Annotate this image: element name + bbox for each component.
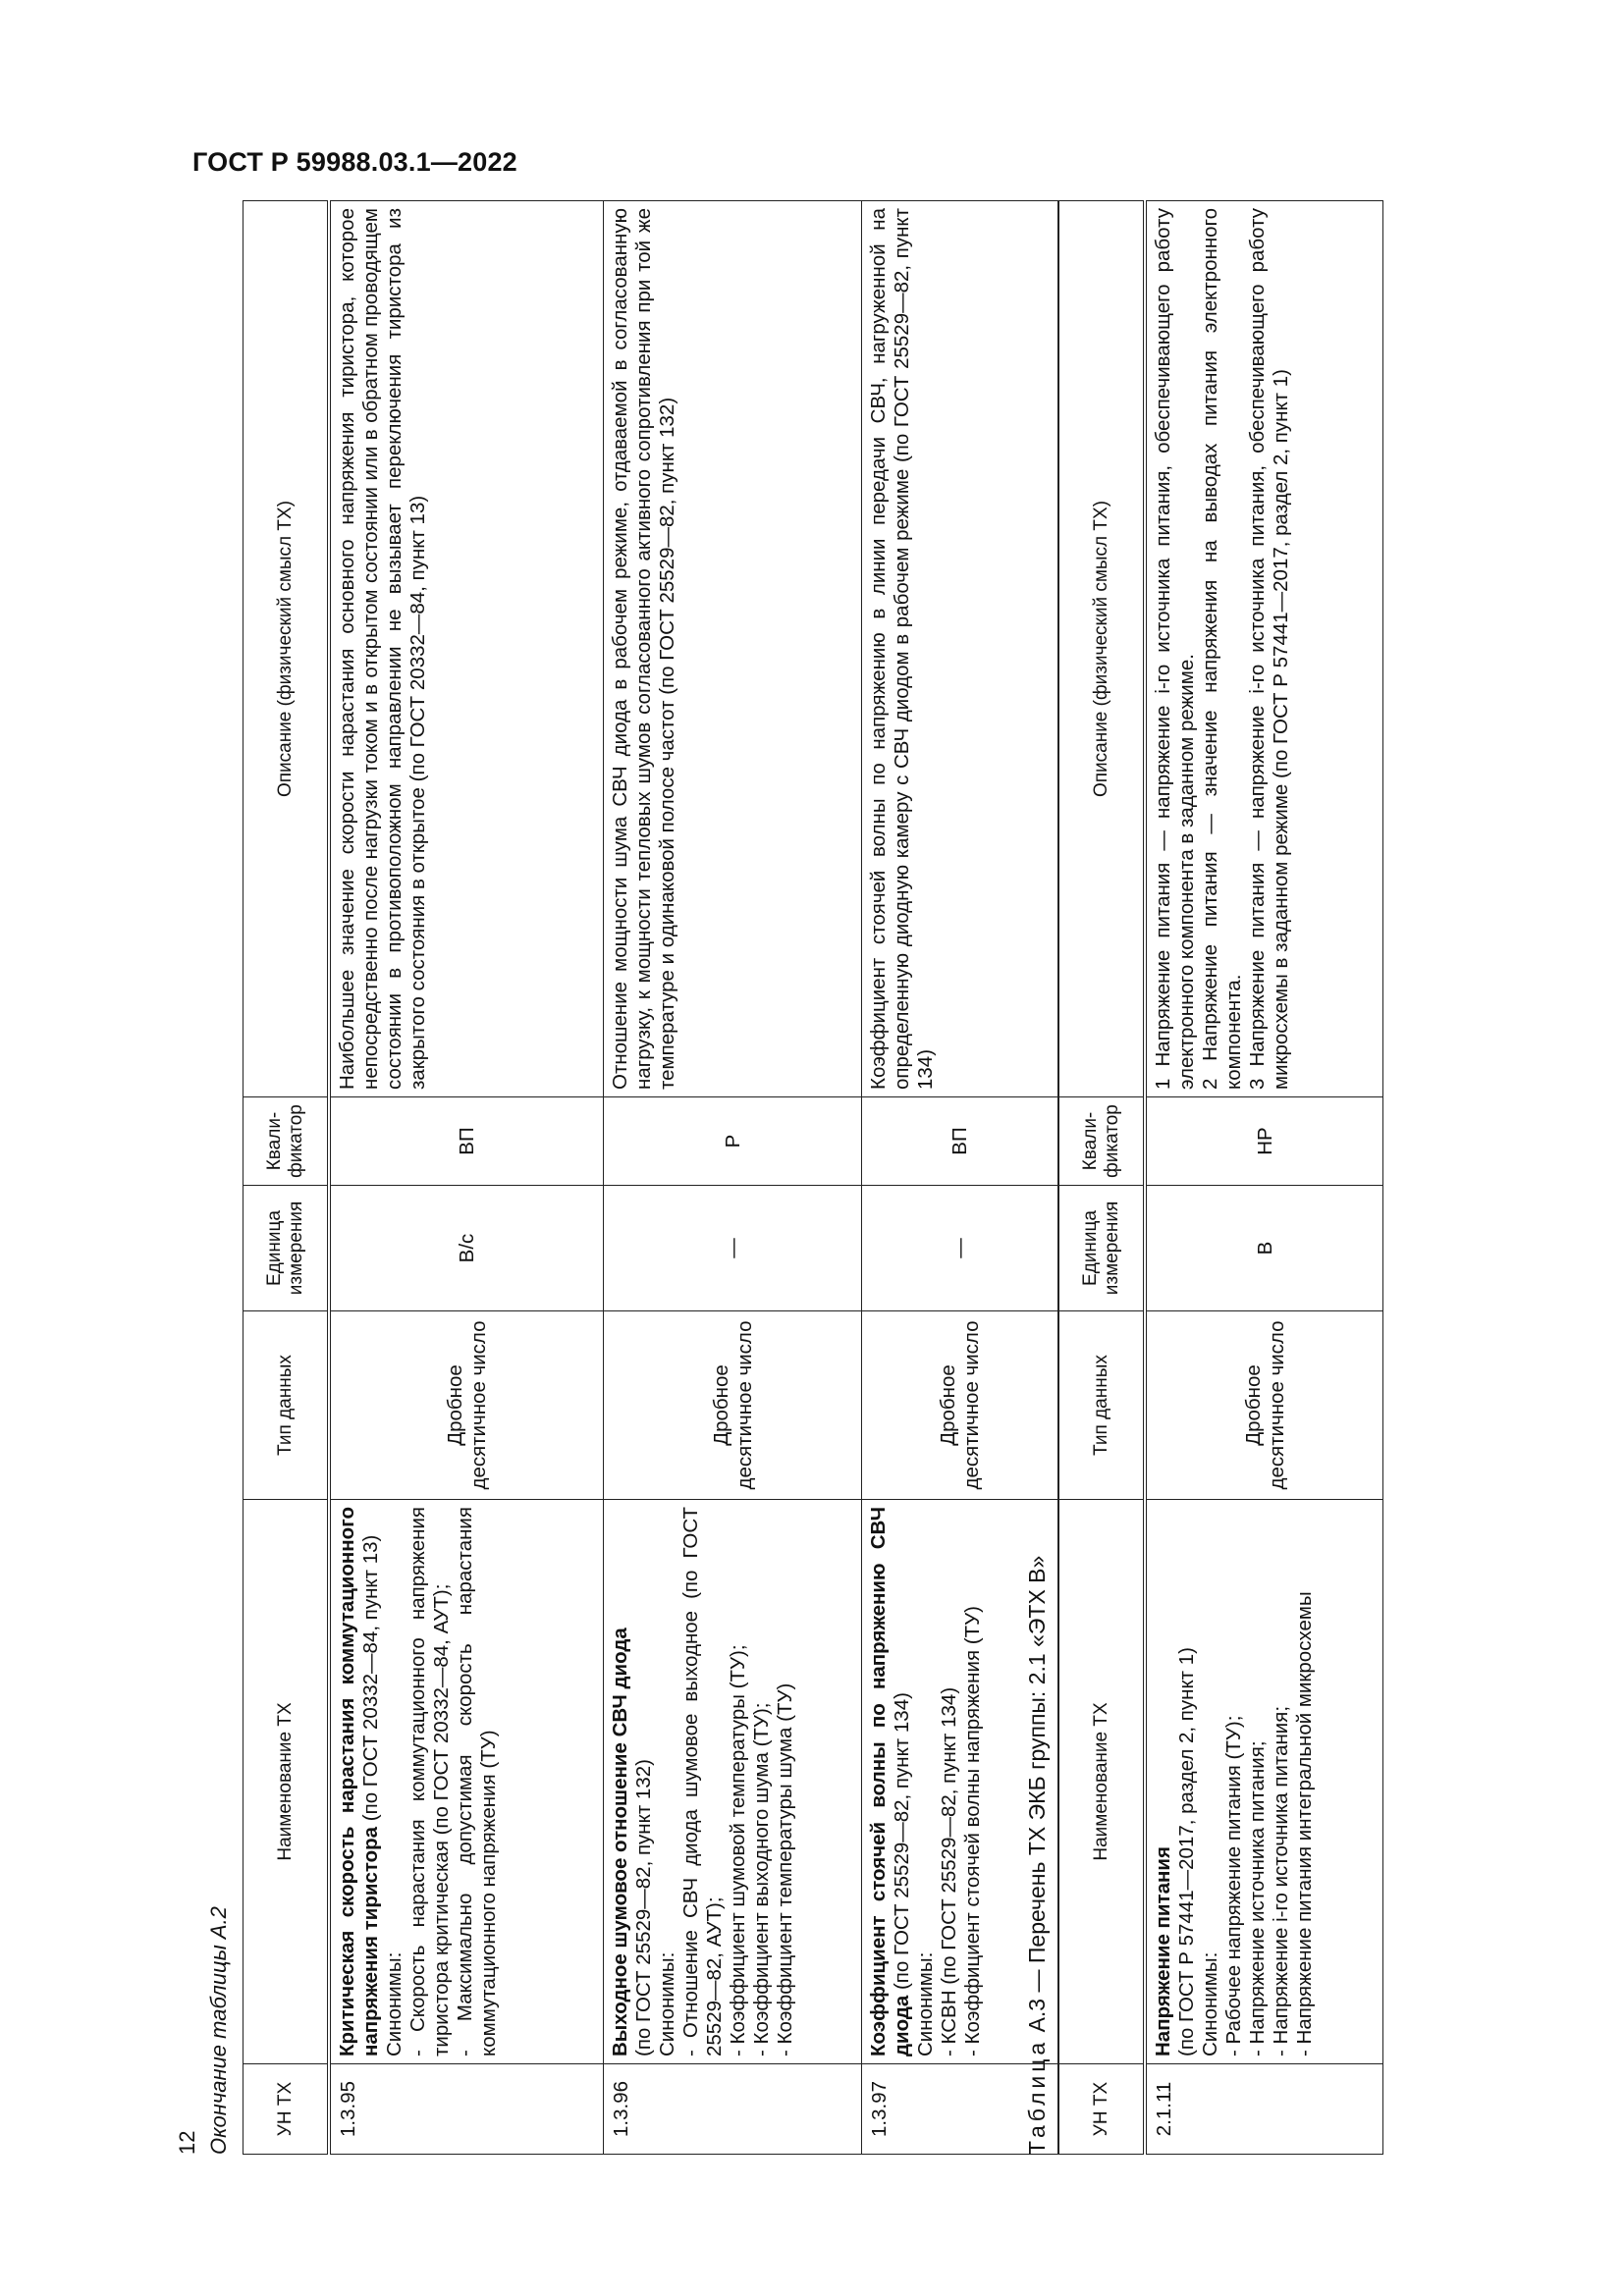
synonyms-label: Синонимы: [655,1951,678,2056]
synonyms-label: Синонимы: [1198,1951,1221,2056]
cell-description: Коэффициент стоячей волны по напряжению в линии передачи СВЧ, нагруженной на определенную диодную камеру с СВЧ диодом в рабочем режиме (по ГОСТ 25529—82, пункт 134) [862,201,1058,1097]
header-un: УН ТХ [1059,2064,1146,2155]
cell-un: 1.3.97 [862,2064,1058,2155]
table-row [1145,201,1383,2155]
header-name: Наименование ТХ [1059,1500,1146,2064]
table-a2 [243,200,1058,2155]
table-row [604,201,862,2155]
tx-name-title: Напряжение питания [1152,1846,1174,2056]
table-a2-header-row [244,201,330,2155]
tx-name-ref: (по ГОСТ 25529—82, пункт 132) [631,1759,655,2056]
table-a3 [1058,200,1383,2155]
header-qualifier: Квали-фикатор [244,1097,330,1186]
description-item: 2 Напряжение питания — значение напряжения на выводах питания электронного компонента. [1198,208,1245,1090]
header-type: Тип данных [1059,1311,1146,1500]
rotated-page-content [172,201,1316,2155]
header-description: Описание (физический смысл ТХ) [1059,201,1146,1097]
synonym-item: - Максимально допустимая скорость нарастания коммутационного напряжения (ТУ) [453,1507,500,2056]
cell-name [329,1500,604,2064]
header-unit: Единица измерения [244,1186,330,1311]
cell-qualifier: НР [1145,1097,1383,1186]
header-name: Наименование ТХ [244,1500,330,2064]
table-a3-caption-text: А.3 — Перечень ТХ ЭКБ группы: 2.1 «ЭТХ В» [1024,1555,1050,2039]
tx-name-ref: (по ГОСТ Р 57441—2017, раздел 2, пункт 1) [1174,1647,1198,2056]
synonym-item: - Коэффициент выходного шума (ТУ); [749,1702,773,2056]
table-a3-caption [1024,1556,1051,2155]
cell-un: 1.3.96 [604,2064,862,2155]
synonym-item: - Скорость нарастания коммутационного напряжения тиристора критическая (по ГОСТ 20332—84, АУТ); [406,1507,453,2056]
synonym-item: - Напряжение i-го источника питания; [1269,1705,1292,2056]
cell-type: Дробное десятичное число [862,1311,1058,1500]
cell-unit: — [604,1186,862,1311]
tx-name-title: Критическая скорость нарастания коммутационного напряжения тиристора [336,1507,382,2056]
tx-name-ref: (по ГОСТ 20332—84, пункт 13) [358,1534,382,1827]
tx-name-ref: (по ГОСТ 25529—82, пункт 134) [890,1692,913,1996]
cell-description: Наибольшее значение скорости нарастания основного напряжения тиристора, которое непосредственно после нагрузки током и в открытом состоянии или в обратном проводящем состоянии в противоположном направлении не вызывает переключения тиристора из закрытого состояния в открытое (по ГОСТ 20332—84, пункт 13) [329,201,604,1097]
synonym-item: - Коэффициент температуры шума (ТУ) [773,1682,796,2056]
synonym-item: - Рабочее напряжение питания (ТУ); [1221,1715,1245,2056]
cell-description: Отношение мощности шума СВЧ диода в рабочем режиме, отдаваемой в согласованную нагрузку, к мощности тепловых шумов согласованного активного сопротивления при той же температуре и одинаковой полосе частот (по ГОСТ 25529—82, пункт 132) [604,201,862,1097]
table-a3-caption-prefix: Таблица [1024,2038,1050,2155]
cell-description [1145,201,1383,1097]
synonyms-label: Синонимы: [382,1951,406,2056]
page-number: 12 [175,2130,199,2155]
cell-qualifier: ВП [329,1097,604,1186]
header-un: УН ТХ [244,2064,330,2155]
synonym-item: - Коэффициент шумовой температуры (ТУ); [726,1644,749,2056]
header-qualifier: Квали-фикатор [1059,1097,1146,1186]
cell-type: Дробное десятичное число [604,1311,862,1500]
synonyms-label: Синонимы: [913,1951,937,2056]
cell-unit: В [1145,1186,1383,1311]
synonym-item: - Напряжение питания интегральной микросхемы [1292,1591,1316,2056]
tx-name-title: Выходное шумовое отношение СВЧ диода [609,1628,631,2056]
description-item: 1 Напряжение питания — напряжение i-го источника питания, обеспечивающего работу электронного компонента в заданном режиме. [1152,208,1198,1090]
description-item: 3 Напряжение питания — напряжение i-го источника питания, обеспечивающего работу микросхемы в заданном режиме (по ГОСТ Р 57441—2017, раздел 2, пункт 1) [1245,208,1292,1090]
header-description: Описание (физический смысл ТХ) [244,201,330,1097]
synonym-item: - Коэффициент стоячей волны напряжения (ТУ) [960,1606,984,2056]
header-unit: Единица измерения [1059,1186,1146,1311]
cell-un: 2.1.11 [1145,2064,1383,2155]
cell-qualifier: ВП [862,1097,1058,1186]
cell-un: 1.3.95 [329,2064,604,2155]
cell-unit: — [862,1186,1058,1311]
cell-name [604,1500,862,2064]
table-a3-header-row [1059,201,1146,2155]
synonym-item: - Отношение СВЧ диода шумовое выходное (по ГОСТ 25529—82, АУТ); [678,1507,726,2056]
header-type: Тип данных [244,1311,330,1500]
cell-type: Дробное десятичное число [329,1311,604,1500]
synonym-item: - КСВН (по ГОСТ 25529—82, пункт 134) [937,1686,960,2056]
table-a2-caption: Окончание таблицы А.2 [206,1906,231,2155]
cell-type: Дробное десятичное число [1145,1311,1383,1500]
table-row [329,201,604,2155]
cell-name [1145,1500,1383,2064]
synonym-item: - Напряжение источника питания; [1245,1740,1269,2056]
cell-qualifier: Р [604,1097,862,1186]
document-title: ГОСТ Р 59988.03.1—2022 [192,147,517,177]
tx-name-title: Коэффициент стоячей волны по напряжению СВЧ диода [867,1507,913,2056]
cell-unit: В/с [329,1186,604,1311]
